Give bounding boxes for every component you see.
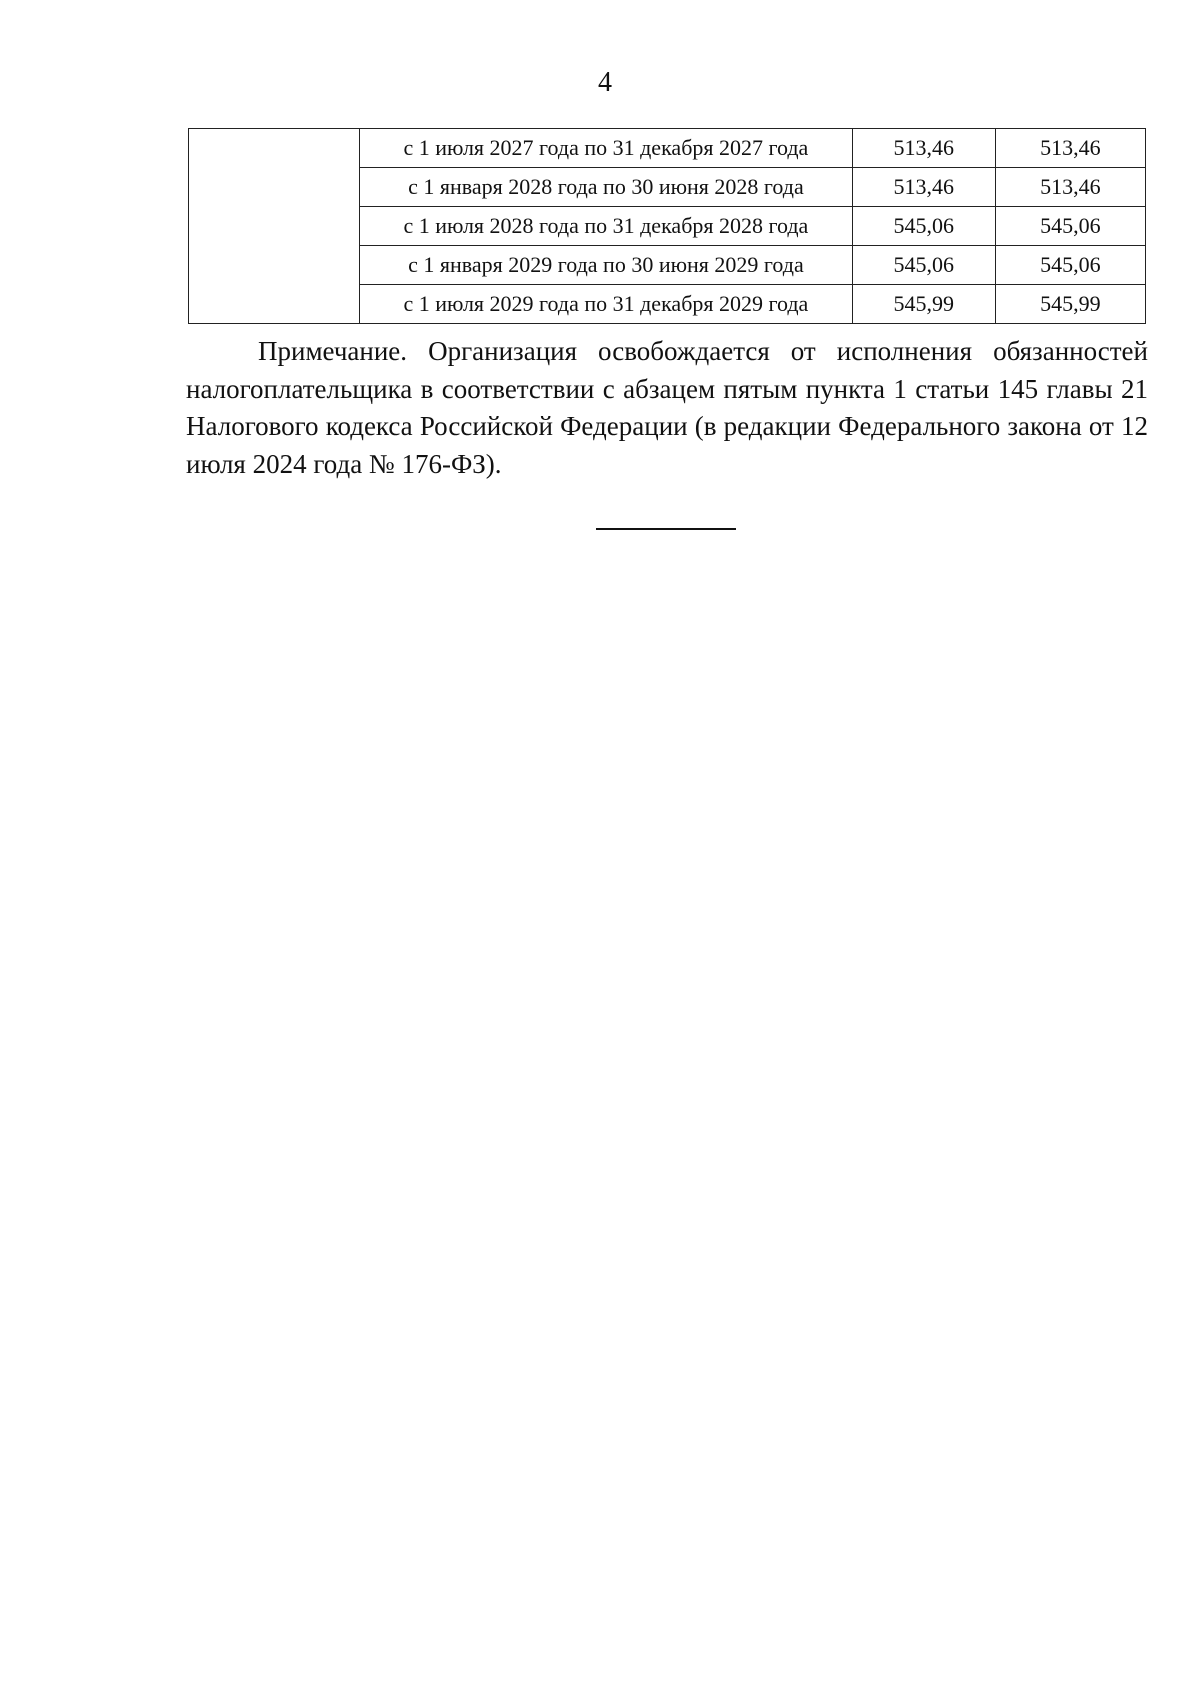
- period-cell: с 1 июля 2027 года по 31 декабря 2027 года: [360, 129, 853, 168]
- page-number: 4: [598, 67, 612, 98]
- tariff-value-cell: 545,99: [852, 285, 995, 324]
- tariff-value-cell: 545,99: [995, 285, 1145, 324]
- end-of-document-rule: [596, 528, 736, 530]
- tariff-value-cell: 545,06: [852, 207, 995, 246]
- organization-cell: [189, 129, 360, 324]
- tariff-value-cell: 513,46: [995, 168, 1145, 207]
- period-cell: с 1 июля 2028 года по 31 декабря 2028 года: [360, 207, 853, 246]
- tariff-value-cell: 545,06: [852, 246, 995, 285]
- tariff-value-cell: 513,46: [995, 129, 1145, 168]
- tariff-value-cell: 513,46: [852, 129, 995, 168]
- tariff-table: [188, 128, 1146, 324]
- period-cell: с 1 июля 2029 года по 31 декабря 2029 года: [360, 285, 853, 324]
- period-cell: с 1 января 2028 года по 30 июня 2028 года: [360, 168, 853, 207]
- note-paragraph: Примечание. Организация освобождается от исполнения обязанностей налогоплательщика в соответствии с абзацем пятым пункта 1 статьи 145 главы 21 Налогового кодекса Российской Федерации (в редакции Федерального закона от 12 июля 2024 года № 176-ФЗ).: [186, 336, 1148, 479]
- tariff-value-cell: 545,06: [995, 207, 1145, 246]
- period-cell: с 1 января 2029 года по 30 июня 2029 года: [360, 246, 853, 285]
- tariff-value-cell: 545,06: [995, 246, 1145, 285]
- table-row: [189, 129, 1146, 168]
- tariff-value-cell: 513,46: [852, 168, 995, 207]
